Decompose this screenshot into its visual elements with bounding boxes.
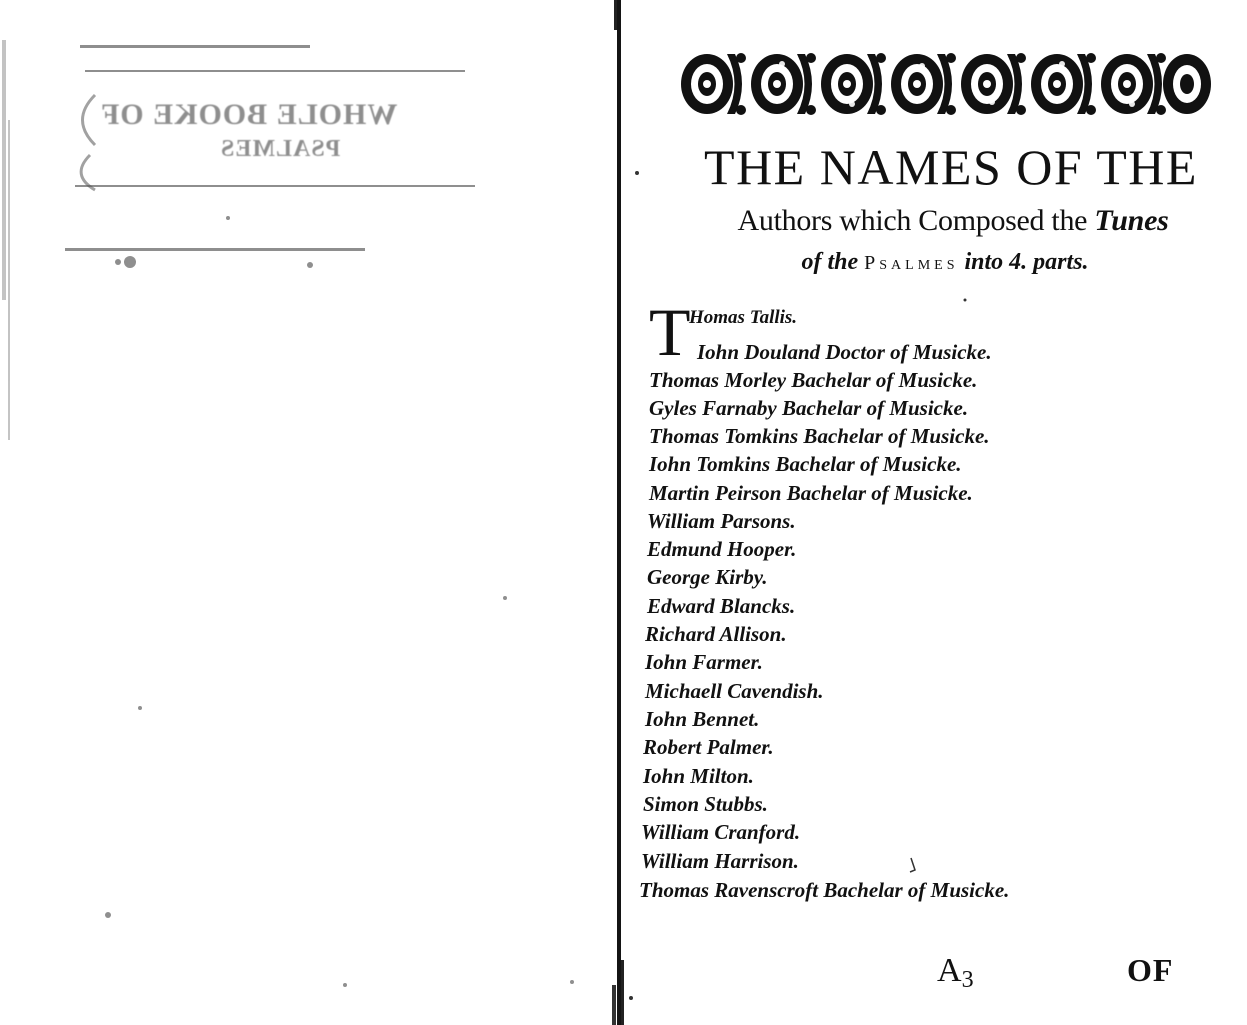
subtitle-parts: into 4. parts.	[964, 249, 1089, 275]
list-item: Richard Allison.	[645, 622, 787, 646]
list-item: Iohn Bennet.	[645, 707, 760, 731]
list-item: Thomas Tomkins Bachelar of Musicke.	[649, 424, 990, 448]
right-page	[625, 0, 1247, 1025]
subtitle-tunes: Tunes	[1094, 204, 1169, 237]
list-item: Edward Blancks.	[647, 594, 796, 618]
right-page-specks	[625, 0, 1247, 1025]
list-item: Simon Stubbs.	[643, 792, 768, 816]
list-item: George Kirby.	[647, 565, 768, 589]
bleed-line-1: WHOLE BOOKE OF	[100, 98, 398, 131]
list-item: Homas Tallis.	[689, 307, 798, 328]
drop-cap: T	[649, 294, 691, 370]
subtitle-of-the: of the	[801, 249, 859, 275]
gutter-fray	[612, 0, 625, 1025]
subtitle-psalmes: Psalmes	[864, 252, 959, 274]
list-item: Robert Palmer.	[643, 735, 774, 759]
list-item: William Parsons.	[647, 509, 796, 533]
list-item: Iohn Milton.	[643, 764, 754, 788]
signature-letter: A	[937, 952, 962, 989]
list-item: Michaell Cavendish.	[645, 679, 824, 703]
list-item: Iohn Farmer.	[645, 650, 763, 674]
list-item: William Cranford.	[641, 820, 801, 844]
list-item: Iohn Tomkins Bachelar of Musicke.	[649, 452, 962, 476]
catchword: OF	[1127, 952, 1174, 988]
left-page-specks	[0, 0, 612, 1025]
list-item: Thomas Morley Bachelar of Musicke.	[649, 368, 978, 392]
bleed-line-2: PSALMES	[220, 136, 341, 162]
left-page	[0, 0, 612, 1025]
page-title: THE NAMES OF THE	[704, 139, 1198, 195]
book-gutter	[612, 0, 625, 1025]
signature-number: 3	[961, 967, 974, 993]
list-item: Thomas Ravenscroft Bachelar of Musicke.	[639, 878, 1010, 902]
list-item: Iohn Douland Doctor of Musicke.	[697, 340, 992, 364]
list-item: Gyles Farnaby Bachelar of Musicke.	[649, 396, 969, 420]
list-item: Edmund Hooper.	[647, 537, 797, 561]
subtitle-line-1-text: Authors which Composed the	[737, 204, 1095, 237]
list-item: William Harrison.	[641, 849, 799, 873]
list-item: Martin Peirson Bachelar of Musicke.	[649, 481, 973, 505]
